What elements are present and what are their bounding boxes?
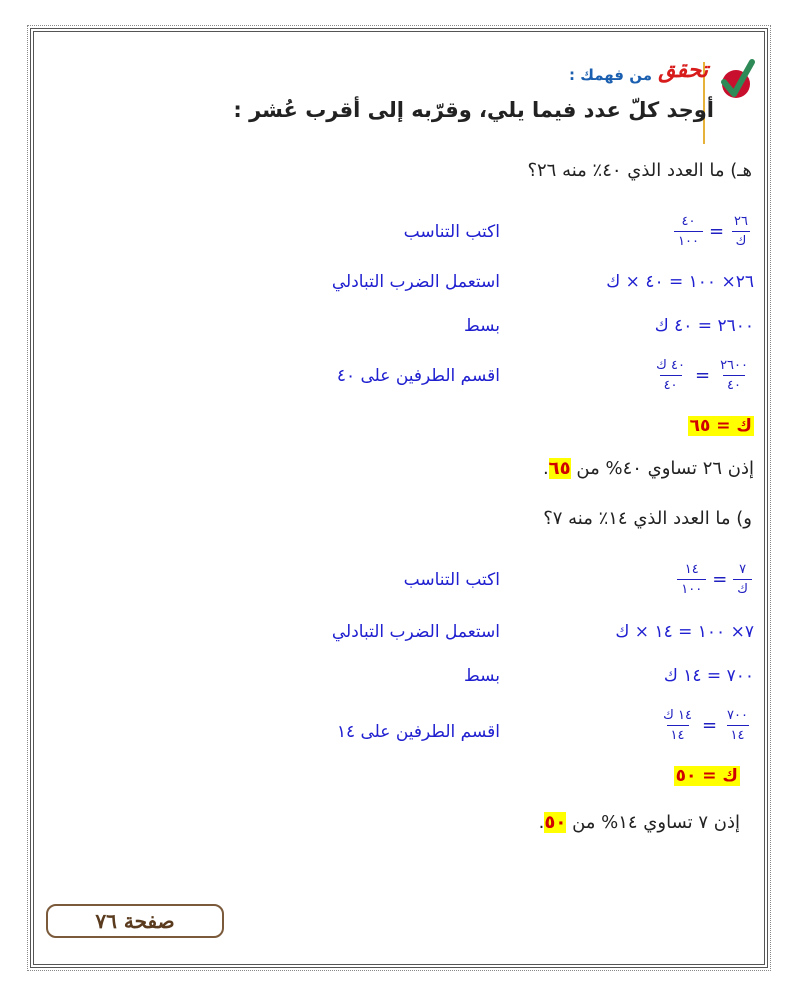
q1-eq4: $\frac{\text{٤٠ ك}}{٤٠}$ = $\frac{٢٦٠٠}{٤٠}$ [652, 358, 752, 393]
question-2: و) ما العدد الذي ١٤٪ منه ٧؟ [543, 508, 752, 529]
q2-step3-label: بسط [463, 666, 500, 686]
q1-eq2: ٢٦× ١٠٠ = ٤٠ × ك [606, 272, 754, 292]
q2-conclusion-text: إذن ٧ تساوي ١٤% من [572, 812, 740, 833]
q2-eq4-rhs-num: ١٤ ك [663, 708, 692, 723]
q2-eq1: $\frac{١٤}{١٠٠}$ = $\frac{٧}{\text{ك}}$ [677, 562, 752, 597]
q2-eq2: ٧× ١٠٠ = ١٤ × ك [615, 622, 754, 642]
q1-eq1-rhs-den: ١٠٠ [674, 231, 703, 249]
q2-eq4-lhs-den: ١٤ [727, 725, 749, 743]
q2-eq4-lhs-num: ٧٠٠ [727, 708, 748, 723]
q1-eq1: $\frac{٤٠}{١٠٠}$ = $\frac{٢٦}{\text{ك}}$ [674, 214, 752, 249]
q2-eq1-rhs-den: ١٠٠ [677, 579, 706, 597]
q2-eq1-lhs-den: ك [733, 579, 752, 597]
instruction-text: أوجد كلّ عدد فيما يلي، وقرّبه إلى أقرب عُشر : [233, 98, 714, 122]
q1-eq1-lhs-den: ك [732, 231, 751, 249]
q2-eq1-lhs-num: ٧ [739, 562, 747, 577]
q1-eq3: ٢٦٠٠ = ٤٠ ك [654, 316, 754, 336]
q2-conclusion-value: ٥٠ [544, 812, 567, 833]
q2-eq4-rhs-den: ١٤ [667, 725, 689, 743]
q2-conclusion-end: . [538, 812, 545, 833]
q1-eq4-lhs-num: ٢٦٠٠ [720, 358, 748, 373]
q1-step4-label: اقسم الطرفين على ٤٠ [336, 366, 500, 386]
q1-eq4-rhs-den: ٤٠ [660, 375, 682, 393]
q2-conclusion [539, 812, 740, 833]
q2-eq4: $\frac{\text{١٤ ك}}{١٤}$ = $\frac{٧٠٠}{١٤}$ [659, 708, 752, 743]
q1-conclusion-end: . [542, 458, 549, 479]
q2-result: ك = ٥٠ [675, 766, 738, 786]
q2-step4-label: اقسم الطرفين على ١٤ [336, 722, 500, 742]
q2-step2-label: استعمل الضرب التبادلي [331, 622, 500, 642]
checkmark-icon [716, 56, 756, 104]
q1-step3-label: بسط [463, 316, 500, 336]
q1-eq4-rhs-num: ٤٠ ك [656, 358, 685, 373]
q1-eq4-lhs-den: ٤٠ [723, 375, 745, 393]
q1-conclusion [543, 458, 754, 479]
page-number: صفحة ٧٦ [46, 904, 224, 938]
q1-conclusion-value: ٦٥ [548, 458, 571, 479]
q2-eq3: ٧٠٠ = ١٤ ك [663, 666, 754, 686]
question-1: هـ) ما العدد الذي ٤٠٪ منه ٢٦؟ [527, 160, 752, 181]
q1-eq1-rhs-num: ٤٠ [681, 214, 696, 229]
header-title: تحقق [658, 58, 708, 83]
q1-conclusion-text: إذن ٢٦ تساوي ٤٠% من [576, 458, 754, 479]
q1-eq1-lhs-num: ٢٦ [734, 214, 748, 229]
q1-result: ك = ٦٥ [689, 416, 752, 436]
q1-step2-label: استعمل الضرب التبادلي [331, 272, 500, 292]
header-subtitle: من فهمك : [569, 66, 652, 84]
q2-step1-label: اكتب التناسب [403, 570, 500, 590]
q2-eq1-rhs-num: ١٤ [684, 562, 699, 577]
q1-step1-label: اكتب التناسب [403, 222, 500, 242]
